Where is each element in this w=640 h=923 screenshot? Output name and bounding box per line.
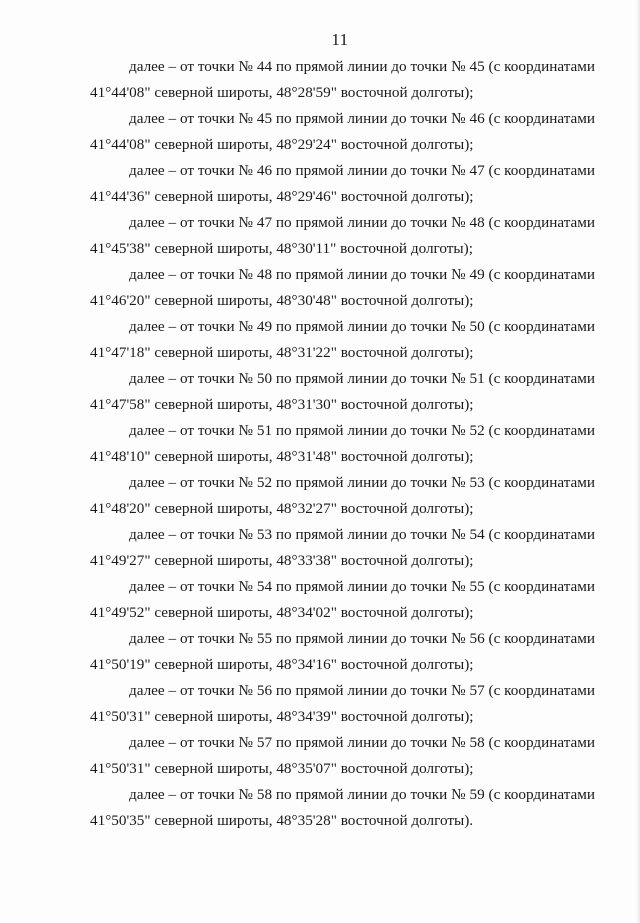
coordinate-entry [90,782,595,834]
segment-description: далее – от точки № 51 по прямой линии до точки № 52 (с координатами [129,422,595,439]
segment-description: далее – от точки № 50 по прямой линии до точки № 51 (с координатами [129,370,595,387]
segment-coordinates: 41°47'58" северной широты, 48°31'30" восточной долготы); [90,396,474,413]
segment-description: далее – от точки № 57 по прямой линии до точки № 58 (с координатами [129,734,595,751]
page-edge-shadow [636,0,640,923]
coordinate-entry [90,730,595,782]
segment-coordinates: 41°44'08" северной широты, 48°28'59" восточной долготы); [90,84,474,101]
segment-coordinates: 41°50'31" северной широты, 48°35'07" восточной долготы); [90,760,474,777]
coordinate-entry [90,678,595,730]
segment-coordinates: 41°45'38" северной широты, 48°30'11" восточной долготы); [90,240,473,257]
coordinate-entry [90,314,595,366]
coordinate-entry [90,106,595,158]
segment-description: далее – от точки № 44 по прямой линии до точки № 45 (с координатами [129,58,595,75]
coordinate-entry [90,262,595,314]
segment-description: далее – от точки № 55 по прямой линии до точки № 56 (с координатами [129,630,595,647]
segment-coordinates: 41°46'20" северной широты, 48°30'48" восточной долготы); [90,292,474,309]
page-number: 11 [331,30,349,49]
segment-description: далее – от точки № 56 по прямой линии до точки № 57 (с координатами [129,682,595,699]
segment-coordinates: 41°50'35" северной широты, 48°35'28" восточной долготы). [90,812,474,829]
coordinate-entry [90,574,595,626]
segment-coordinates: 41°47'18" северной широты, 48°31'22" восточной долготы); [90,344,474,361]
coordinate-entry [90,210,595,262]
coordinate-entry [90,158,595,210]
coordinate-list [90,54,595,834]
segment-description: далее – от точки № 54 по прямой линии до точки № 55 (с координатами [129,578,595,595]
coordinate-entry [90,470,595,522]
coordinate-entry [90,522,595,574]
segment-coordinates: 41°50'31" северной широты, 48°34'39" восточной долготы); [90,708,474,725]
segment-coordinates: 41°44'08" северной широты, 48°29'24" восточной долготы); [90,136,474,153]
segment-description: далее – от точки № 48 по прямой линии до точки № 49 (с координатами [129,266,595,283]
segment-description: далее – от точки № 45 по прямой линии до точки № 46 (с координатами [129,110,595,127]
segment-description: далее – от точки № 49 по прямой линии до точки № 50 (с координатами [129,318,595,335]
coordinate-entry [90,54,595,106]
segment-description: далее – от точки № 58 по прямой линии до точки № 59 (с координатами [129,786,595,803]
segment-description: далее – от точки № 47 по прямой линии до точки № 48 (с координатами [129,214,595,231]
segment-coordinates: 41°49'27" северной широты, 48°33'38" восточной долготы); [90,552,474,569]
segment-description: далее – от точки № 46 по прямой линии до точки № 47 (с координатами [129,162,595,179]
coordinate-entry [90,366,595,418]
segment-coordinates: 41°48'10" северной широты, 48°31'48" восточной долготы); [90,448,474,465]
segment-description: далее – от точки № 52 по прямой линии до точки № 53 (с координатами [129,474,595,491]
segment-coordinates: 41°49'52" северной широты, 48°34'02" восточной долготы); [90,604,474,621]
segment-coordinates: 41°44'36" северной широты, 48°29'46" восточной долготы); [90,188,474,205]
segment-coordinates: 41°48'20" северной широты, 48°32'27" восточной долготы); [90,500,474,517]
segment-coordinates: 41°50'19" северной широты, 48°34'16" восточной долготы); [90,656,474,673]
coordinate-entry [90,418,595,470]
segment-description: далее – от точки № 53 по прямой линии до точки № 54 (с координатами [129,526,595,543]
coordinate-entry [90,626,595,678]
